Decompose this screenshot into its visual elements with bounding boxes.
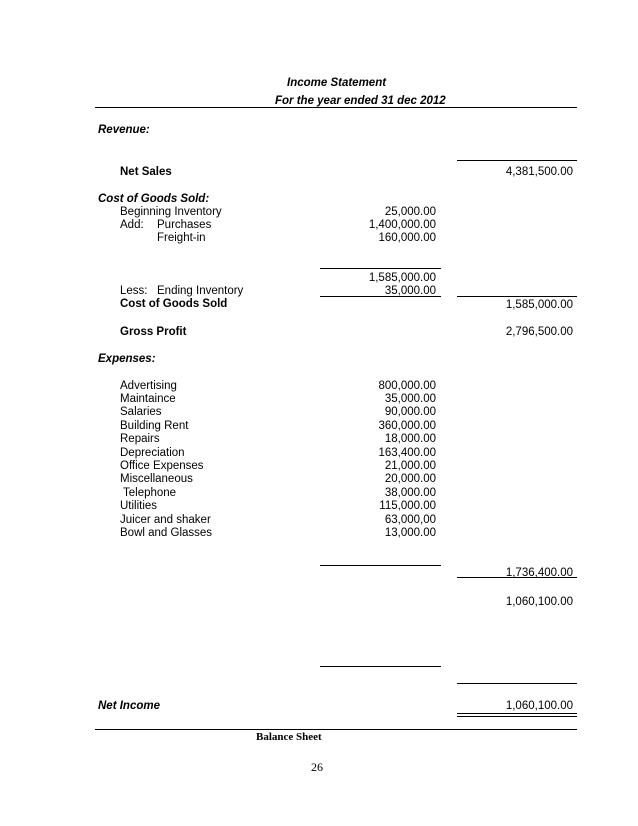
expense-value: 13,000.00 <box>384 527 436 539</box>
ending-inventory-label: Ending Inventory <box>157 285 244 297</box>
purchases-label: Purchases <box>157 219 212 231</box>
cogs-total-label: Cost of Goods Sold <box>120 298 228 310</box>
statement-period: For the year ended 31 dec 2012 <box>275 95 446 107</box>
expense-value: 115,000.00 <box>379 500 436 512</box>
add-label: Add: <box>120 219 144 231</box>
net-income-value: 1,060,100.00 <box>505 700 573 712</box>
expense-value: 38,000.00 <box>384 487 436 499</box>
expense-value: 18,000.00 <box>384 433 436 445</box>
net-income-double-rule-top <box>457 713 577 714</box>
net-sales-rule <box>457 160 577 161</box>
ending-inventory-rule <box>320 296 441 297</box>
beginning-inventory-label: Beginning Inventory <box>120 206 222 218</box>
expenses-heading: Expenses: <box>98 353 156 365</box>
gross-profit-label: Gross Profit <box>120 326 187 338</box>
ending-inventory-value: 35,000.00 <box>384 285 436 297</box>
cogs-subtotal-rule <box>320 268 441 269</box>
expense-label: Bowl and Glasses <box>120 527 213 539</box>
header-rule <box>95 107 577 108</box>
gross-profit-value: 2,796,500.00 <box>505 326 573 338</box>
expense-label: Juicer and shaker <box>120 514 211 526</box>
expense-label: Building Rent <box>120 420 189 432</box>
expenses-after-value: 1,060,100.00 <box>505 596 573 608</box>
expenses-total-value: 1,736,400.00 <box>505 567 573 579</box>
cogs-subtotal-value: 1,585,000.00 <box>368 272 436 284</box>
purchases-value: 1,400,000.00 <box>368 219 436 231</box>
expense-value: 90,000.00 <box>384 406 436 418</box>
expense-value: 360,000.00 <box>378 420 436 432</box>
beginning-inventory-value: 25,000.00 <box>384 206 436 218</box>
expense-label: Advertising <box>120 380 177 392</box>
cogs-heading: Cost of Goods Sold: <box>98 193 210 205</box>
cogs-total-value: 1,585,000.00 <box>505 299 573 311</box>
footer-rule <box>95 729 577 730</box>
page-number: 26 <box>311 760 323 774</box>
freight-in-label: Freight-in <box>157 232 206 244</box>
expense-label: Utilities <box>120 500 158 512</box>
expense-label: Depreciation <box>120 447 185 459</box>
expenses-subtotal-rule <box>320 565 441 566</box>
net-sales-label: Net Sales <box>120 166 172 178</box>
expense-label: Salaries <box>120 406 162 418</box>
less-label: Less: <box>120 285 148 297</box>
expense-value: 35,000.00 <box>384 393 436 405</box>
expense-value: 800,000.00 <box>378 380 436 392</box>
expense-value: 63,000,00 <box>384 514 436 526</box>
blank-subtotal-rule <box>320 666 441 667</box>
net-income-double-rule-bottom <box>457 716 577 717</box>
cogs-total-rule <box>457 296 577 297</box>
expense-label: Miscellaneous <box>120 473 193 485</box>
expense-value: 21,000.00 <box>384 460 436 472</box>
expense-label: Repairs <box>120 433 160 445</box>
expense-value: 163,400.00 <box>378 447 436 459</box>
expense-value: 20,000.00 <box>384 473 436 485</box>
blank-total-rule <box>457 683 577 684</box>
statement-title: Income Statement <box>287 77 387 89</box>
net-income-label: Net Income <box>98 700 160 712</box>
expense-label: Telephone <box>120 487 177 499</box>
balance-sheet-heading: Balance Sheet <box>256 731 322 743</box>
net-sales-value: 4,381,500.00 <box>505 166 573 178</box>
revenue-heading: Revenue: <box>98 124 150 136</box>
freight-in-value: 160,000.00 <box>378 232 436 244</box>
expense-label: Maintaince <box>120 393 176 405</box>
expense-label: Office Expenses <box>120 460 204 472</box>
